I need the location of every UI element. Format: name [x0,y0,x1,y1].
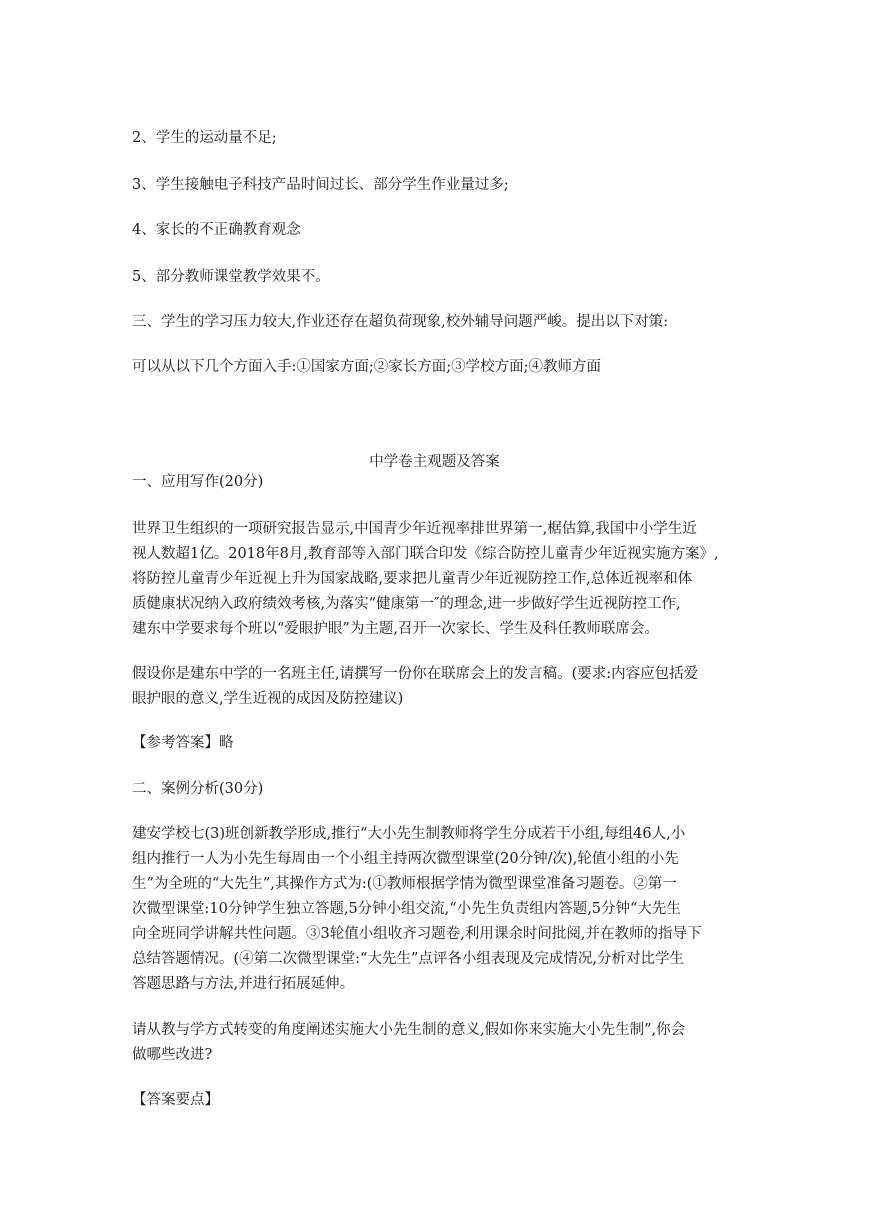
part2-answer-points: 【答案要点】 [132,1092,219,1108]
part1-heading: 一、应用写作(20分) [132,474,264,490]
part2-para1-line1: 建安学校七(3)班创新教学形成,推行“大小先生制教师将学生分成若干小组,每组46人,小 [132,826,686,842]
list-item-3: 3、学生接触电子科技产品时间过长、部分学生作业量过多; [132,177,509,193]
part2-para1-line6: 总结答题情况。(④第二次微型课堂:“大先生”点评各小组表现及完成情况,分析对比学生 [132,951,684,967]
part2-para2-line1: 请从教与学方式转变的角度阐述实施大小先生制的意义,假如你来实施大小先生制”,你会 [132,1022,686,1038]
part2-para1-line2: 组内推行一人为小先生每周由一个小组主持两次微型课堂(20分钟/次),轮值小组的小先 [132,851,679,867]
part2-heading: 二、案例分析(30分) [132,781,264,797]
part2-para1-line3: 生”为全班的“大先生”,其操作方式为:(①教师根据学情为微型课堂准备习题卷。②第一 [132,876,677,892]
part1-para2-line2: 眼护眼的意义,学生近视的成因及防控建议) [132,691,404,707]
part1-para1-line4: 质健康状况纳入政府绩效考核,为落实“健康第一″的理念,进一步做好学生近视防控工作, [132,596,681,612]
measures-line: 可以从以下几个方面入手:①国家方面;②家长方面;③学校方面;④教师方面 [132,359,602,375]
part2-para2-line2: 做哪些改进? [132,1047,213,1063]
part2-para1-line5: 向全班同学讲解共性问题。③3轮值小组收齐习题卷,利用课余时间批阅,并在教师的指导下 [132,926,702,942]
part1-para2-line1: 假设你是建东中学的一名班主任,请撰写一份你在联席会上的发言稿。(要求:内容应包括爱 [132,666,699,682]
part1-para1-line2: 视人数超1亿。2018年8月,教育部等入部门联合印发《综合防控儿童青少年近视实施方案》, [132,546,719,562]
list-item-2: 2、学生的运动量不足; [132,130,277,146]
part1-para1-line3: 将防控儿童青少年近视上升为国家战略,要求把儿童青少年近视防控工作,总体近视率和体 [132,571,693,587]
part1-para1-line5: 建东中学要求每个班以“爱眼护眼”为主题,召开一次家长、学生及科任教师联席会。 [132,621,659,637]
part2-para1-line7: 答题思路与方法,并进行拓展延伸。 [132,976,355,992]
part2-para1-line4: 次微型课堂:10分钟学生独立答题,5分钟小组交流,“小先生负责组内答题,5分钟“大先生 [132,901,681,917]
part1-answer: 【参考答案】略 [132,735,234,751]
list-item-4: 4、家长的不正确教育观念 [132,222,301,238]
document-title: 中学卷主观题及答案 [369,454,500,470]
list-item-5: 5、部分教师课堂教学效果不。 [132,269,330,285]
section-3-heading: 三、学生的学习压力较大,作业还存在超负荷现象,校外辅导问题严峻。提出以下对策: [132,314,669,330]
part1-para1-line1: 世界卫生组织的一项研究报告显示,中国青少年近视率排世界第一,椐估算,我国中小学生近 [132,521,697,537]
